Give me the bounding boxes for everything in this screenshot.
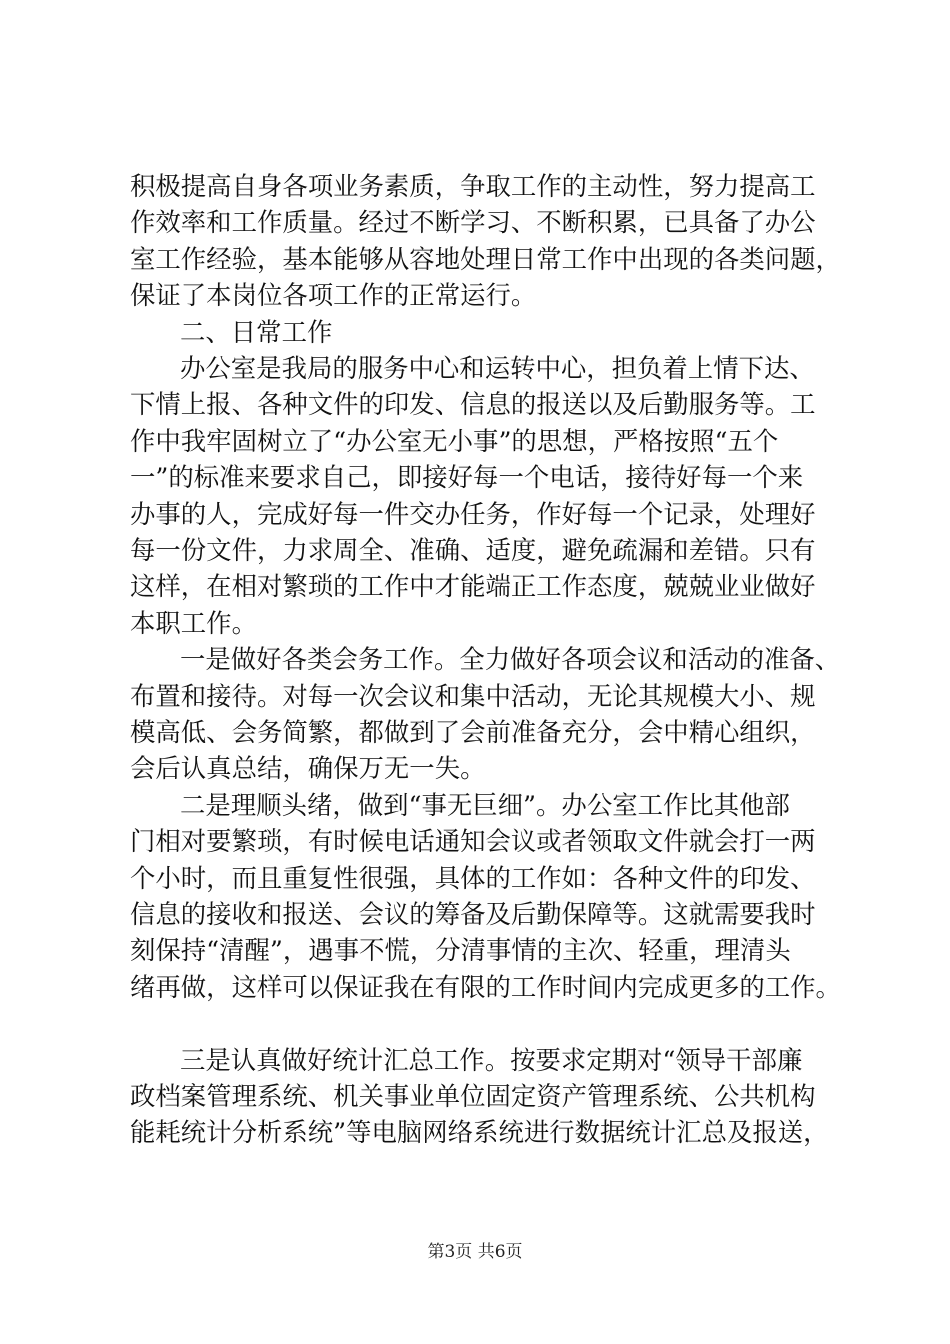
text-line: 每一份文件，力求周全、准确、适度，避免疏漏和差错。只有: [130, 535, 816, 565]
text-line: 门相对要繁琐，有时候电话通知会议或者领取文件就会打一两: [130, 826, 816, 857]
text-line: 办公室是我局的服务中心和运转中心，担负着上情下达、: [180, 353, 815, 383]
text-line: 刻保持“清醒”，遇事不慌，分清事情的主次、轻重，理清头: [130, 935, 791, 966]
text-line: 室工作经验，基本能够从容地处理日常工作中出现的各类问题，: [130, 243, 841, 274]
text-line: 一是做好各类会务工作。全力做好各项会议和活动的准备、: [180, 644, 841, 675]
text-line: 模高低、会务简繁，都做到了会前准备充分，会中精心组织，: [130, 717, 816, 747]
text-line: 三是认真做好统计汇总工作。按要求定期对“领导干部廉: [180, 1044, 803, 1075]
text-line: 保证了本岗位各项工作的正常运行。: [130, 280, 537, 311]
text-line: 下情上报、各种文件的印发、信息的报送以及后勤服务等。工: [130, 389, 816, 420]
text-line: 作效率和工作质量。经过不断学习、不断积累，已具备了办公: [130, 207, 816, 238]
text-line: 能耗统计分析系统”等电脑网络系统进行数据统计汇总及报送，: [130, 1117, 829, 1148]
page-number-footer: 第3页 共6页: [427, 1242, 523, 1262]
text-line: 绪再做，这样可以保证我在有限的工作时间内完成更多的工作。: [130, 971, 841, 1002]
text-line: 积极提高自身各项业务素质，争取工作的主动性，努力提高工: [130, 171, 816, 201]
text-line: 本职工作。: [130, 607, 257, 638]
text-line: 布置和接待。对每一次会议和集中活动，无论其规模大小、规: [130, 680, 816, 711]
text-line: 会后认真总结，确保万无一失。: [130, 753, 486, 784]
text-line: 政档案管理系统、机关事业单位固定资产管理系统、公共机构: [130, 1081, 816, 1111]
text-line: 这样，在相对繁琐的工作中才能端正工作态度，兢兢业业做好: [130, 571, 816, 602]
text-line: 一”的标准来要求自己，即接好每一个电话，接待好每一个来: [130, 462, 804, 493]
text-line: 信息的接收和报送、会议的筹备及后勤保障等。这就需要我时: [130, 899, 816, 929]
section-heading: 二、日常工作: [180, 316, 333, 347]
text-line: 二是理顺头绪，做到“事无巨细”。办公室工作比其他部: [180, 789, 790, 820]
text-line: 办事的人，完成好每一件交办任务，作好每一个记录，处理好: [130, 498, 816, 529]
text-line: 作中我牢固树立了“办公室无小事”的思想，严格按照“五个: [130, 425, 779, 456]
text-line: 个小时，而且重复性很强，具体的工作如：各种文件的印发、: [130, 862, 816, 893]
